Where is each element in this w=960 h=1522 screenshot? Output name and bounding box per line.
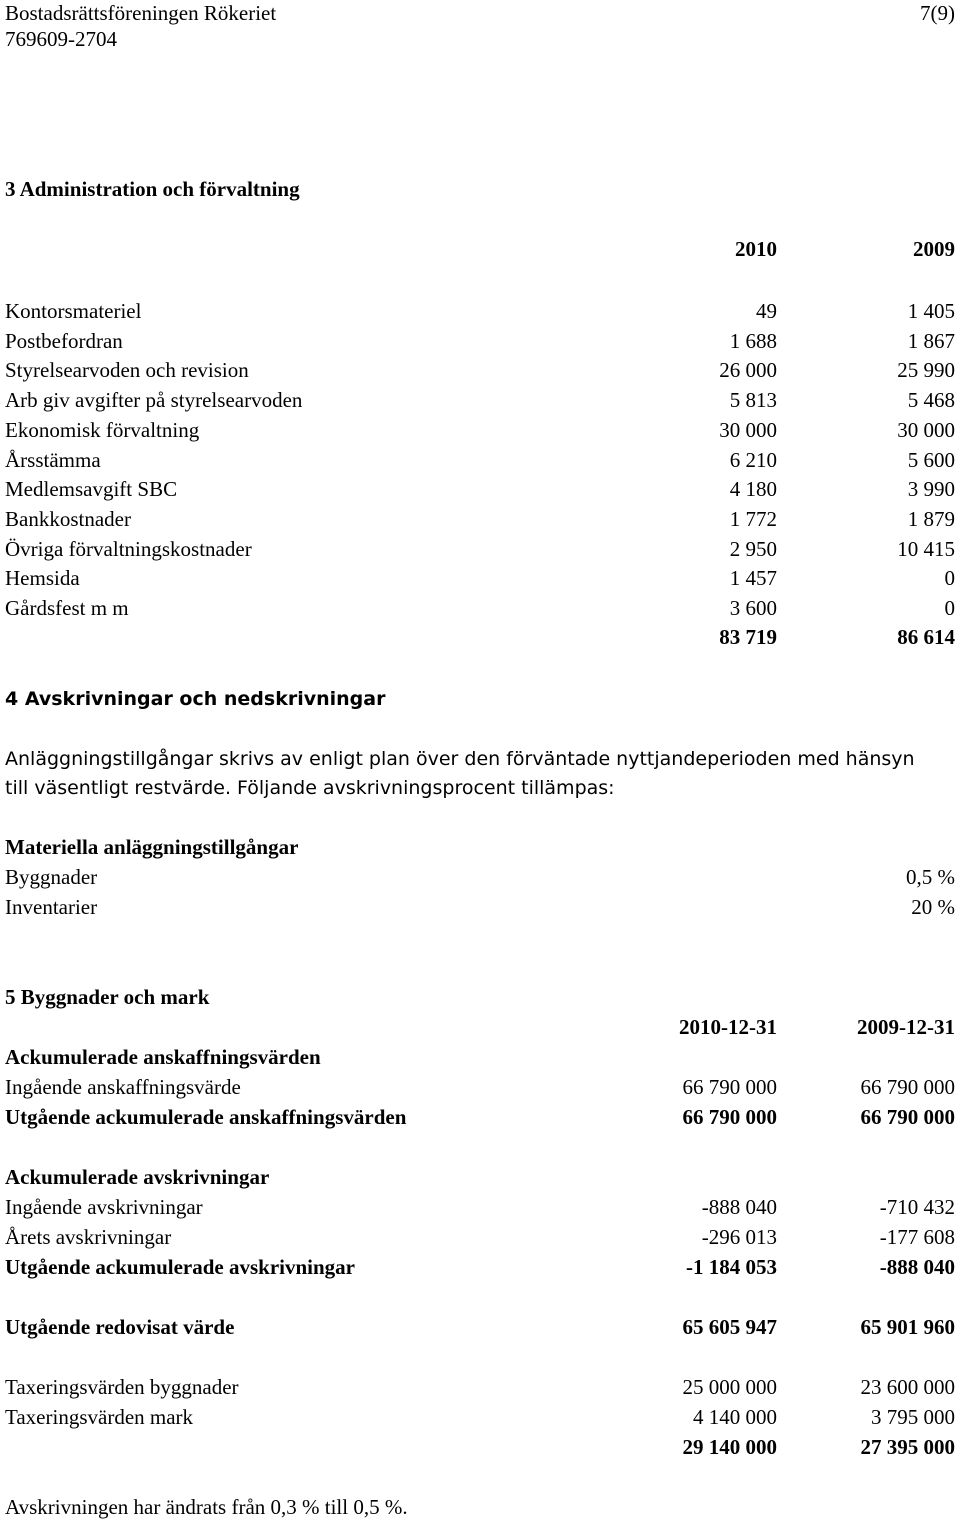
row-value-2010: 2 950 (729, 536, 777, 561)
row-label: Postbefordran (5, 328, 123, 353)
rate-row-inventory: Inventarier 20 % (5, 895, 955, 919)
row-value-2009: 0 (944, 596, 955, 620)
year-2010-label: 2010 (735, 237, 777, 261)
table-row (5, 593, 955, 623)
total-2009: 86 614 (897, 625, 955, 649)
row-value-2009: 1 879 (907, 506, 955, 531)
dep-in-row: Ingående avskrivningar -888 040 -710 432 (5, 1195, 955, 1219)
row-value-2009: 5 468 (907, 388, 955, 413)
table-row (5, 504, 955, 534)
row-value-2010: 49 (756, 299, 777, 323)
note-3-title: 3 Administration och förvaltning (5, 177, 300, 201)
acq-out-row: Utgående ackumulerade anskaffningsvärden 66 790 000 66 790 000 (5, 1105, 955, 1129)
row-value-2009: 10 415 (897, 536, 955, 561)
table-row (5, 355, 955, 385)
book-value-row: Utgående redovisat värde 65 605 947 65 901 960 (5, 1315, 955, 1339)
row-label: Arb giv avgifter på styrelsearvoden (5, 388, 303, 413)
dep-year-row: Årets avskrivningar -296 013 -177 608 (5, 1225, 955, 1249)
table-row (5, 385, 955, 415)
note-4-subheading: Materiella anläggningstillgångar (5, 835, 299, 859)
row-label: Kontorsmateriel (5, 299, 142, 323)
acq-heading: Ackumulerade anskaffningsvärden (5, 1045, 321, 1069)
row-value-2010: 30 000 (719, 417, 777, 442)
page-number: 7(9) (920, 1, 955, 25)
header-left (5, 0, 276, 52)
row-value-2010: 6 210 (729, 447, 777, 472)
year-2009-label: 2009 (913, 237, 955, 261)
row-value-2010: 4 180 (729, 477, 777, 502)
acq-in-row: Ingående anskaffningsvärde 66 790 000 66 790 000 (5, 1075, 955, 1099)
note-5-title: 5 Byggnader och mark (5, 985, 210, 1009)
note-3-year-header (5, 234, 955, 264)
row-label: Styrelsearvoden och revision (5, 358, 249, 383)
row-value-2010: 1 457 (729, 566, 777, 591)
row-label: Medlemsavgift SBC (5, 477, 178, 502)
table-row (5, 563, 955, 593)
note-4-title: 4 Avskrivningar och nedskrivningar (5, 688, 386, 710)
dep-out-row: Utgående ackumulerade avskrivningar -1 184 053 -888 040 (5, 1255, 955, 1279)
row-value-2009: 0 (944, 566, 955, 591)
date-2009: 2009-12-31 (857, 1015, 955, 1039)
row-label: Gårdsfest m m (5, 596, 129, 620)
note-4-text-line-1: Anläggningstillgångar skrivs av enligt plan över den förväntade nyttjandeperioden med hänsyn (5, 748, 915, 770)
note-4-text-line-2: till väsentligt restvärde. Följande avskrivningsprocent tillämpas: (5, 777, 615, 799)
tax-total-row: 29 140 000 27 395 000 (682, 1435, 955, 1459)
table-row (5, 326, 955, 356)
row-label: Årsstämma (5, 447, 101, 472)
row-label: Hemsida (5, 566, 80, 591)
rate-row-buildings: Byggnader 0,5 % (5, 865, 955, 889)
row-value-2010: 1 688 (729, 328, 777, 353)
total-2010: 83 719 (719, 625, 777, 649)
table-row (5, 445, 955, 475)
row-value-2009: 25 990 (897, 358, 955, 383)
org-number: 769609-2704 (5, 27, 117, 51)
row-label: Ekonomisk förvaltning (5, 417, 200, 442)
note-5-date-header (5, 1012, 955, 1042)
date-2010: 2010-12-31 (679, 1015, 777, 1039)
row-value-2009: 1 867 (907, 328, 955, 353)
row-value-2009: 5 600 (907, 447, 955, 472)
table-row (5, 415, 955, 445)
row-value-2009: 1 405 (907, 299, 955, 323)
row-value-2010: 5 813 (729, 388, 777, 413)
row-value-2010: 3 600 (729, 596, 777, 620)
row-value-2009: 3 990 (907, 477, 955, 502)
row-label: Bankkostnader (5, 506, 131, 531)
table-row (5, 474, 955, 504)
row-value-2010: 26 000 (719, 358, 777, 383)
row-value-2010: 1 772 (729, 506, 777, 531)
row-value-2009: 30 000 (897, 417, 955, 442)
row-label: Övriga förvaltningskostnader (5, 536, 252, 561)
table-row (5, 296, 955, 326)
org-name: Bostadsrättsföreningen Rökeriet (5, 1, 277, 25)
dep-heading: Ackumulerade avskrivningar (5, 1165, 270, 1189)
table-row (5, 534, 955, 564)
tax-land-row: Taxeringsvärden mark 4 140 000 3 795 000 (5, 1405, 955, 1429)
tax-buildings-row: Taxeringsvärden byggnader 25 000 000 23 600 000 (5, 1375, 955, 1399)
note-5-footnote: Avskrivningen har ändrats från 0,3 % till 0,5 %. (5, 1495, 408, 1519)
note-3-total-row (5, 622, 955, 652)
